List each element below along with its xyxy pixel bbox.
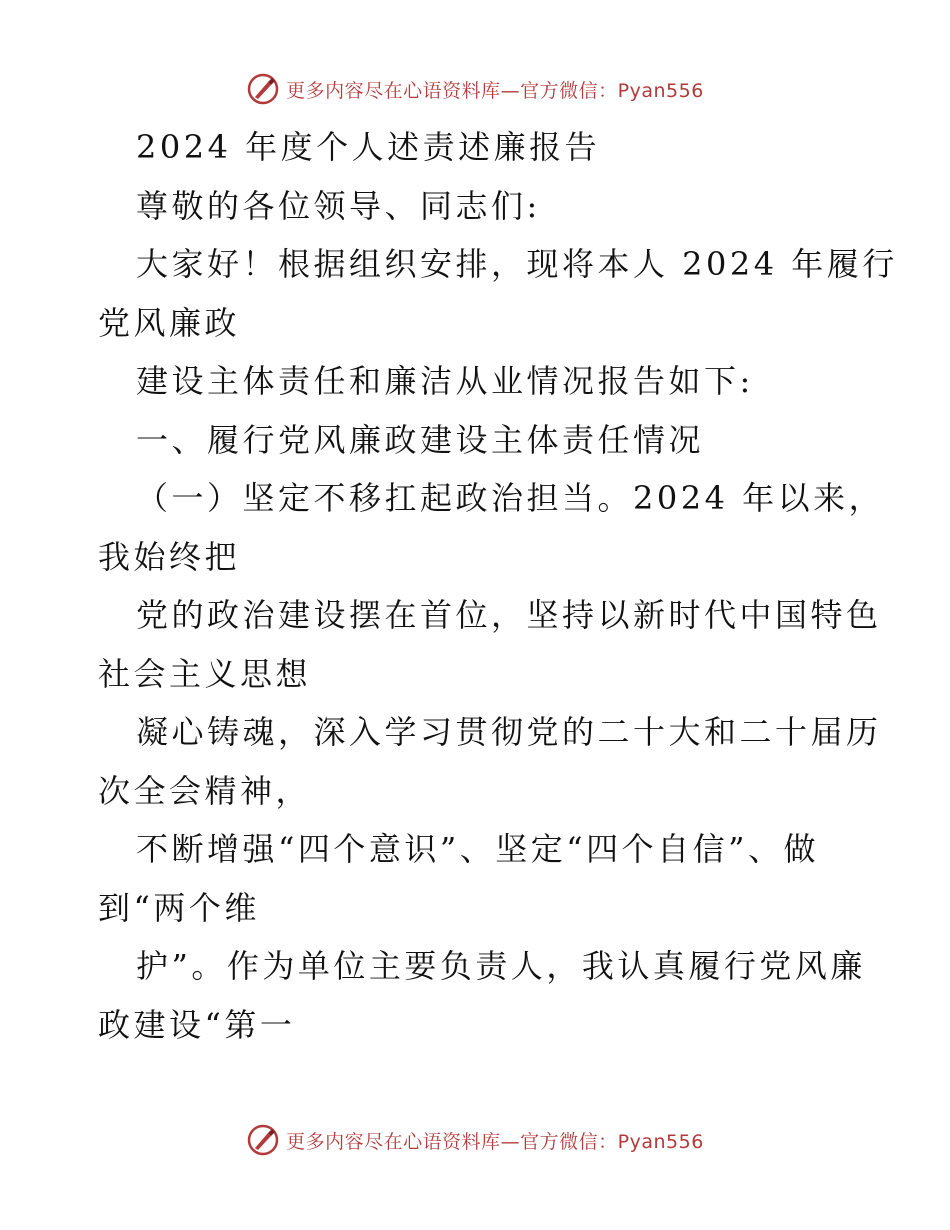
section-heading: 一、履行党风廉政建设主体责任情况 [136, 420, 705, 459]
text-line: 尊敬的各位领导、同志们: [136, 186, 541, 225]
text-line: 社会主义思想 [98, 654, 312, 693]
text-line: 到“两个维 [98, 888, 260, 927]
pen-logo-icon [246, 1123, 280, 1157]
watermark-text: 更多内容尽在心语资料库—官方微信：Pyan556 [286, 79, 704, 102]
header-watermark [0, 72, 950, 106]
text-line: 次全会精神， [98, 771, 312, 810]
document-title: 2024 年度个人述责述廉报告 [136, 128, 601, 166]
text-line: 党风廉政 [98, 303, 241, 342]
text-line: 我始终把 [98, 537, 241, 576]
text-line: 护”。作为单位主要负责人，我认真履行党风廉 [136, 947, 866, 985]
text-line: 凝心铸魂，深入学习贯彻党的二十大和二十届历 [136, 713, 882, 751]
text-line: 大家好！根据组织安排，现将本人 2024 年履行 [136, 245, 898, 283]
pen-logo-icon [246, 72, 280, 106]
text-line: 不断增强“四个意识”、坚定“四个自信”、做 [136, 830, 819, 868]
text-line: （一）坚定不移扛起政治担当。2024 年以来， [136, 479, 885, 517]
text-line: 政建设“第一 [98, 1005, 296, 1044]
watermark-text: 更多内容尽在心语资料库—官方微信：Pyan556 [286, 1130, 704, 1153]
text-line: 建设主体责任和廉洁从业情况报告如下: [136, 362, 754, 400]
footer-watermark [0, 1123, 950, 1157]
document-body [98, 118, 898, 1054]
text-line: 党的政治建设摆在首位，坚持以新时代中国特色 [136, 596, 882, 634]
